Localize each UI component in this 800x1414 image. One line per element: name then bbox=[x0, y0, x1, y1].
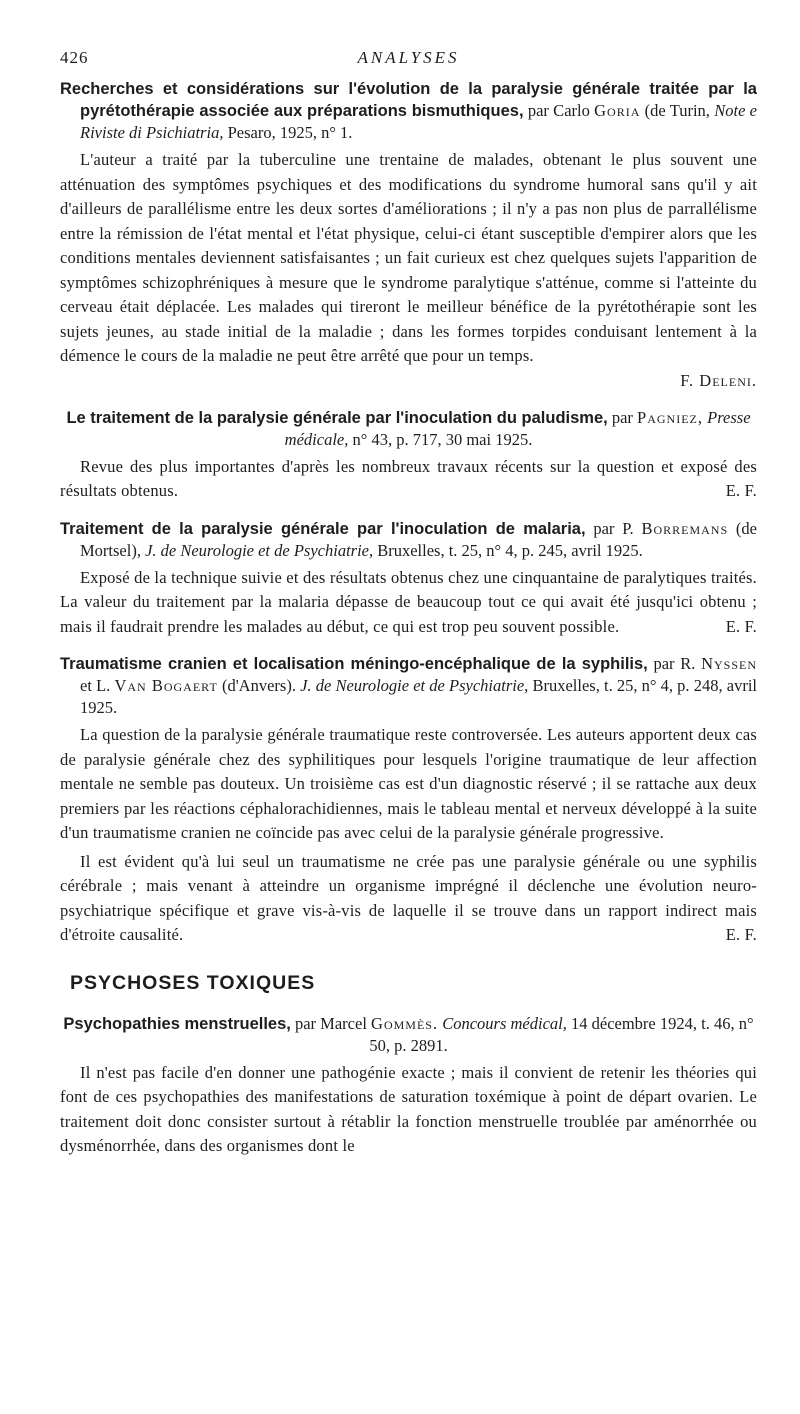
author-name: Borremans bbox=[641, 518, 729, 538]
abstract-paragraph: Il n'est pas facile d'en donner une pathogénie exacte ; mais il convient de retenir les théories qui font de ces psychopathies des manifestations de saturation toxémique à point de départ ovarien. Le traitement doit donc consister surtout à rétablir la fonction menstruelle troublée par aménorrhée ou dysménorrhée, dans des organismes dont le bbox=[60, 1062, 757, 1155]
journal-name: J. de Neurologie et de Psychiatrie, bbox=[300, 676, 529, 695]
signature: E. F. bbox=[725, 925, 757, 944]
author-name: Pagniez, bbox=[637, 407, 704, 427]
abstract-paragraph: Exposé de la technique suivie et des résultats obtenus chez une cinquantaine de paralytiques traités. La valeur du traitement par la malaria dépasse de beaucoup tout ce qui avait été jusqu'ici obtenu ; mais il faudrait prendre les malades au début, ce qui est trop peu souvent possible. E. F. bbox=[60, 566, 757, 640]
article-nyssen-van-bogaert bbox=[60, 653, 757, 948]
page-header bbox=[60, 48, 757, 78]
page-number: 426 bbox=[60, 48, 89, 67]
page bbox=[60, 48, 757, 1159]
article-pagniez bbox=[60, 407, 757, 504]
signature: F. Deleni. bbox=[680, 370, 757, 390]
article-borremans bbox=[60, 518, 757, 640]
journal-name: Note e Riviste di Psichiatria, bbox=[80, 101, 758, 142]
article-gommes bbox=[60, 1013, 757, 1159]
signature: E. F. bbox=[725, 481, 757, 500]
abstract-paragraph: Il est évident qu'à lui seul un traumatisme ne crée pas une paralysie générale ou une syphilis cérébrale ; mais venant à atteindre un organisme imprégné il déclenche une évolution neuro-psychiatrique spécifique et grave vis-à-vis de laquelle il se trouve dans un rapport indirect mais d'étroite causalité. E. F. bbox=[60, 850, 757, 948]
abstract-paragraph: Revue des plus importantes d'après les nombreux travaux récents sur la question et exposé des résultats obtenus. E. F. bbox=[60, 455, 757, 504]
journal-name: J. de Neurologie et de Psychiatrie, bbox=[145, 540, 374, 560]
author-name: Gommès. bbox=[371, 1013, 439, 1033]
journal-name: Concours médical, bbox=[442, 1013, 567, 1033]
running-head: ANALYSES bbox=[357, 48, 460, 67]
abstract-paragraph: La question de la paralysie générale traumatique reste controversée. Les auteurs apportent deux cas de paralysie générale chez des syphilitiques pour lesquels l'origine traumatique de leur affection mentale ne semble pas douteux. Un troisième cas est d'un diagnostic réservé ; il se rattache aux deux premiers par les réactions céphalorachidiennes, mais le tableau mental et nerveux développé à la suite d'un traumatisme cranien ne coïncide pas avec celui de la paralysie générale progressive. bbox=[60, 725, 757, 842]
article-title: Recherches et considérations sur l'évolution de la paralysie générale traitée par la pyrétothérapie associée aux préparations bismuthiques, par Carlo Goria (de Turin, Note e Riviste di Psichiatria, Pesaro, 1925, n° 1. bbox=[60, 80, 758, 142]
author-name-2: Van Bogaert bbox=[114, 676, 218, 695]
author-name: Nyssen bbox=[701, 654, 757, 673]
article-title: Le traitement de la paralysie générale par l'inoculation du paludisme, par Pagniez, Presse médicale, n° 43, p. 717, 30 mai 1925. bbox=[66, 407, 751, 449]
signature: E. F. bbox=[725, 616, 757, 636]
article-title: Psychopathies menstruelles, par Marcel Gommès. Concours médical, 14 décembre 1924, t. 46, n° 50, p. 2891. bbox=[63, 1013, 754, 1055]
author-name: Goria bbox=[594, 101, 641, 120]
article-goria bbox=[60, 78, 757, 393]
section-title: PSYCHOSES TOXIQUES bbox=[70, 971, 316, 994]
journal-name: Presse médicale, bbox=[284, 407, 751, 449]
abstract-paragraph: L'auteur a traité par la tuberculine une trentaine de malades, obtenant le plus souvent une atténuation des symptômes psychiques et des modifications du syndrome humoral sans qu'il y ait d'ailleurs de parallélisme entre les deux sortes d'améliorations ; il n'y a pas non plus de parrallélisme entre la rémission de l'état mental et l'état physique, celui-ci étant susceptible d'empirer alors que les conditions mentales deviennent satisfaisantes ; un fait curieux est chez quelques sujets l'apparition de symptômes schizophréniques à mesure que le syndrome paralytique s'atténue, comme si l'atteinte du cerveau était déplacée. Les malades qui tireront le meilleur bénéfice de la pyrétothérapie sont les sujets jeunes, au stade initial de la maladie ; dans les formes torpides conduisant lentement à la démence le cours de la maladie ne peut être arrêté que pour un temps. bbox=[60, 150, 757, 365]
article-title: Traumatisme cranien et localisation méningo-encéphalique de la syphilis, par R. Nyssen et L. Van Bogaert (d'Anvers). J. de Neurologie et de Psychiatrie, Bruxelles, t. 25, n° 4, p. 248, avril 1925. bbox=[60, 654, 757, 717]
article-title: Traitement de la paralysie générale par l'inoculation de malaria, par P. Borremans (de Mortsel), J. de Neurologie et de Psychiatrie, Bruxelles, t. 25, n° 4, p. 245, avril 1925. bbox=[60, 518, 757, 560]
